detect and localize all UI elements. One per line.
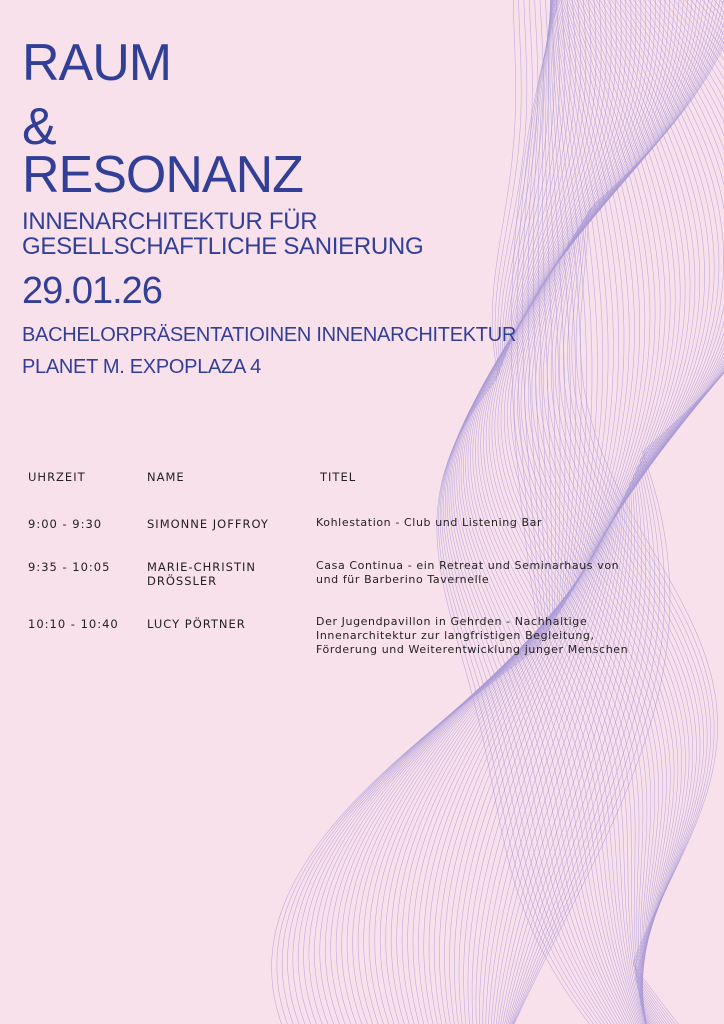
- column-header-name: NAME: [147, 470, 185, 484]
- row-3-name: [147, 617, 297, 631]
- row-1-title-line-1: Kohlestation - Club und Listening Bar: [316, 516, 543, 529]
- row-1-title: [316, 516, 661, 530]
- event-date: 29.01.26: [22, 270, 162, 312]
- row-3-title: [316, 615, 661, 657]
- row-1-time: 9:00 - 9:30: [28, 517, 103, 531]
- row-3-name-line-1: LUCY PÖRTNER: [147, 617, 246, 631]
- title-resonanz: RESONANZ: [22, 146, 303, 204]
- column-header-time: UHRZEIT: [28, 470, 86, 484]
- row-2-name-line-2: DRÖSSLER: [147, 574, 218, 588]
- row-2-name-line-1: MARIE-CHRISTIN: [147, 560, 256, 574]
- row-3-title-line-3: Förderung und Weiterentwicklung junger Menschen: [316, 643, 629, 656]
- title-ampersand: &: [22, 98, 56, 156]
- wave-ribbon: [272, 0, 724, 1024]
- column-header-title: TITEL: [320, 470, 357, 484]
- subtitle-line-1: INNENARCHITEKTUR FÜR: [22, 208, 318, 235]
- row-2-time: 9:35 - 10:05: [28, 560, 111, 574]
- row-1-name-line-1: SIMONNE JOFFROY: [147, 517, 269, 531]
- row-3-title-line-2: Innenarchitektur zur langfristigen Begleitung,: [316, 629, 595, 642]
- title-raum: RAUM: [22, 34, 172, 92]
- subtitle: [22, 209, 622, 259]
- wave-ribbon: [437, 0, 724, 1024]
- row-1-name: [147, 517, 297, 531]
- subtitle-line-2: GESELLSCHAFTLICHE SANIERUNG: [22, 233, 424, 260]
- row-3-title-line-1: Der Jugendpavillon in Gehrden - Nachhaltige: [316, 615, 588, 628]
- row-2-title-line-2: und für Barberino Tavernelle: [316, 573, 490, 586]
- venue: PLANET M. EXPOPLAZA 4: [22, 356, 261, 378]
- program-name: BACHELORPRÄSENTATIOINEN INNENARCHITEKTUR: [22, 324, 516, 346]
- row-2-name: [147, 560, 297, 588]
- row-3-time: 10:10 - 10:40: [28, 617, 119, 631]
- row-2-title: [316, 559, 661, 587]
- row-2-title-line-1: Casa Continua - ein Retreat und Seminarhaus von: [316, 559, 620, 572]
